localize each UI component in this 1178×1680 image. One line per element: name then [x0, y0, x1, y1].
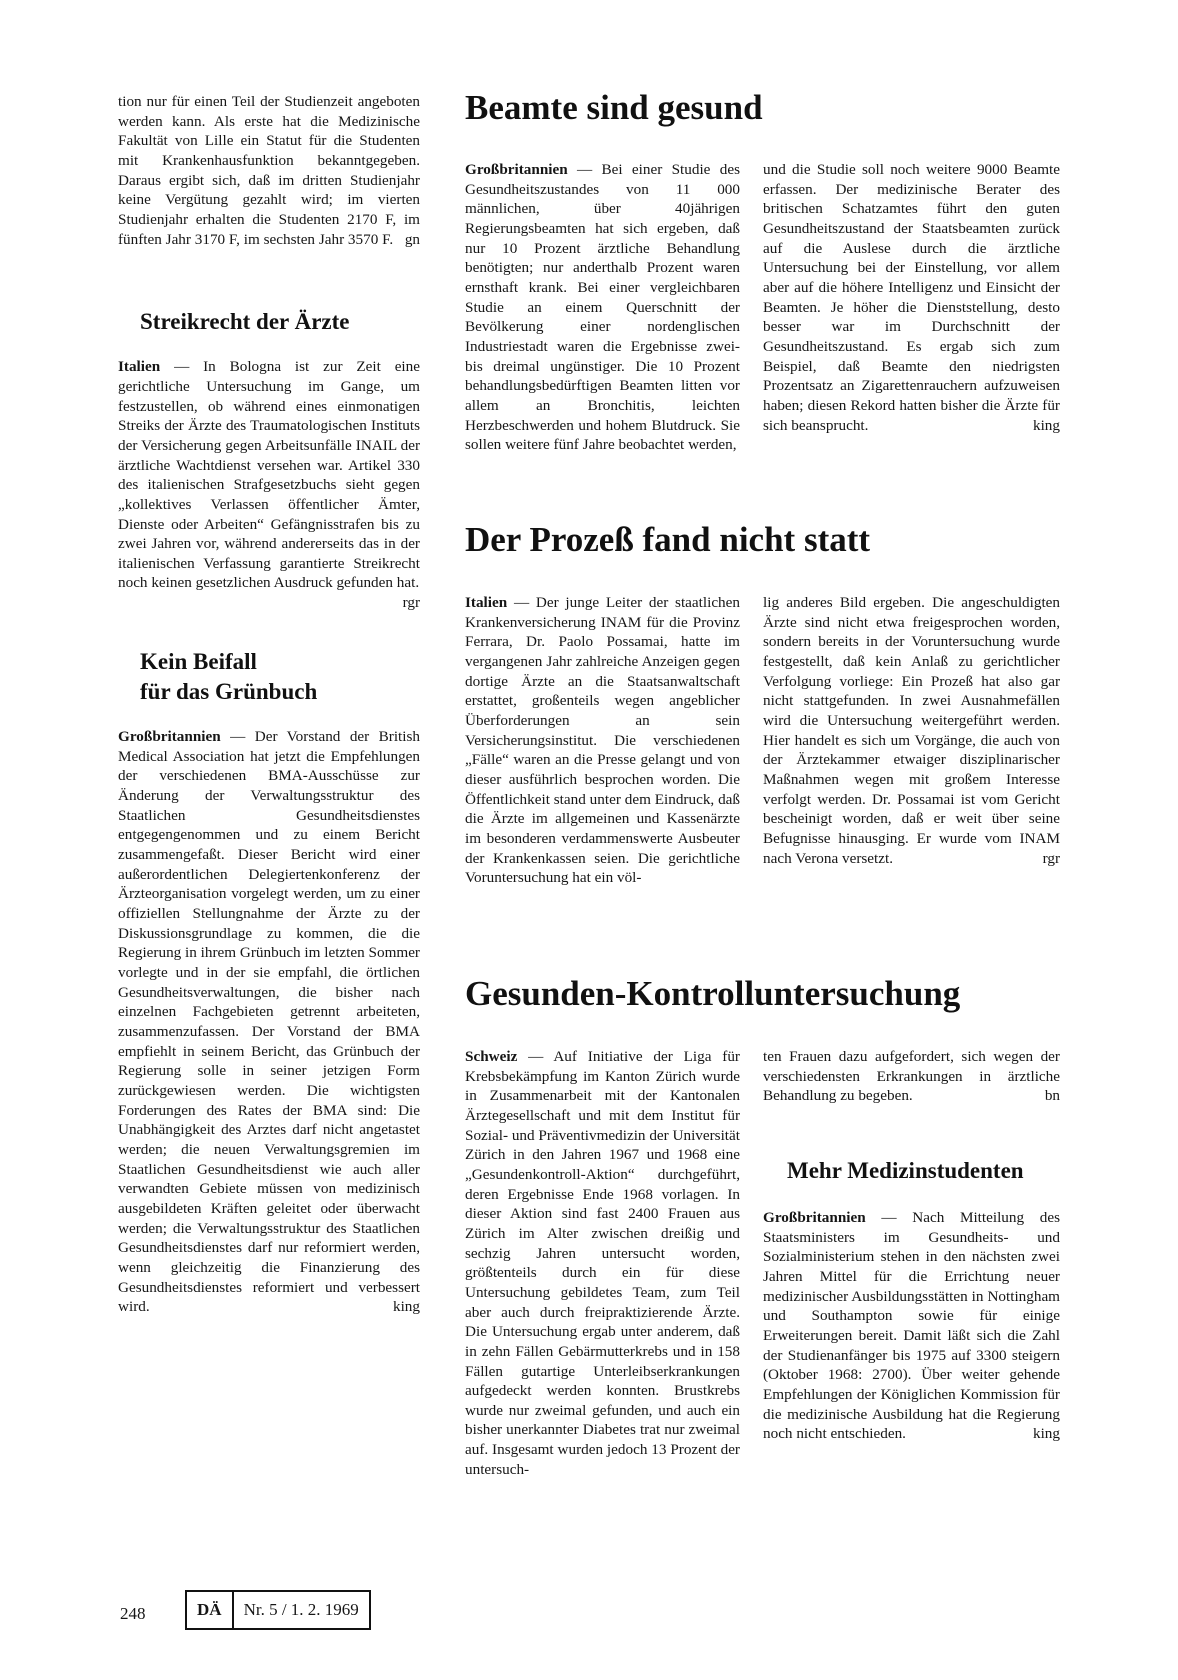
article-title-medizin: Mehr Medizinstudenten [787, 1157, 1024, 1183]
prozess-paragraph-2 [763, 593, 1060, 868]
issue-info: Nr. 5 / 1. 2. 1969 [243, 1600, 359, 1619]
beamte-text-1: — Bei einer Studie des Gesundheitszustandes von 11 000 männlichen, über 40jährigen Regierungsbeamten hat sich ergeben, daß nur 10 Prozent ärztliche Behandlung benötigten; nur anderthalb Prozent waren ernsthaft krank. Bei einer vergleichbaren Studie an einem Querschnitt der Bevölkerung einer nordenglischen Industriestadt waren die Ergebnisse zwei- bis dreimal ungünstiger. Die 10 Prozent behandlungsbedürftigen Beamten litten vor allem an Bronchitis, leichten Herzbeschwerden und hohem Blutdruck. Sie sollen weitere fünf Jahre beobachtet werden, [465, 161, 740, 454]
article-title-gesunden: Gesunden-Kontrolluntersuchung [465, 974, 961, 1013]
signature: rgr [1042, 849, 1060, 867]
title-line-1: Kein Beifall [140, 649, 257, 675]
country-label: Großbritannien [465, 161, 568, 178]
country-label: Italien [118, 358, 161, 376]
article-title-streikrecht: Streikrecht der Ärzte [140, 309, 350, 335]
streik-paragraph [118, 357, 420, 612]
journal-logo: DÄ [187, 1592, 234, 1628]
beifall-text: — Der Vorstand der British Medical Association hat jetzt die Empfehlungen der verschiedenen BMA-Ausschüsse zur Änderung der Verwaltungsstruktur des Staatlichen Gesundheitsdienstes entgegengenommen und zu einem Bericht zusammengefaßt. Dieser Bericht wird einer außerordentlichen Delegiertenkonferenz der Ärzteorganisation vorgelegt werden, um zu einer offiziellen Stellungnahme der Ärzte zu der Diskussionsgrundlage zu kommen, die die Regierung in ihrem Grünbuch im letzten Sommer vorlegte und in der sie empfahl, die örtlichen Gesundheitsverwaltungen, die bisher nach einzelnen Fachgebieten getrennt arbeiteten, zusammenzufassen. Der Vorstand der BMA empfiehlt in seinem Bericht, das Grünbuch der Regierung solle in seiner jetzigen Form zurückgewiesen werden. Die wichtigsten Forderungen des Rates der BMA sind: Die Unabhängigkeit des Arztes darf nicht angetastet werden; die neuen Verwaltungsgremien im Staatlichen Gesundheitsdienst wie auch aller verwandten Gebiete müssen von medizinisch ausgebildeten Kräften geleitet oder überwacht werden; die Verwaltungsstruktur des Staatlichen Gesundheitsdienstes darf nur reformiert werden, wenn gleichzeitig die Finanzierung des Gesundheitsdienstes reformiert und verbessert wird. [118, 728, 421, 1316]
beifall-paragraph [118, 727, 420, 1317]
medizin-text: — Nach Mitteilung des Staatsministers im Gesundheits- und Sozialministerium stehen in den nächsten zwei Jahren Mittel für die Errichtung neuer medizinischer Ausbildungsstätten in Nottingham und Southampton sowie für einige Erweiterungen bereit. Damit läßt sich die Zahl der Studienanfänger bis 1975 auf 3300 steigern (Oktober 1968: 2700). Über weiter gehende Empfehlungen der Königlichen Kommission für die medizinische Ausbildung hat die Regierung noch nicht entschieden. [763, 1208, 1061, 1443]
prozess-col-2 [763, 593, 1060, 868]
page-footer [120, 1590, 540, 1634]
gesunden-paragraph-2 [763, 1047, 1060, 1106]
signature: gn [404, 230, 420, 248]
signature: king [1032, 1425, 1060, 1443]
issue-box [185, 1590, 371, 1630]
prozess-col-1 [465, 593, 740, 888]
beamte-col-1 [465, 160, 740, 455]
gesunden-paragraph-1 [465, 1047, 740, 1479]
article-title-prozess: Der Prozeß fand nicht statt [465, 520, 871, 559]
signature: king [1032, 416, 1060, 434]
streik-text: — In Bologna ist zur Zeit eine gerichtliche Untersuchung im Gange, um festzustellen, ob während eines einmonatigen Streiks der Ärzte des Traumatologischen Instituts der Versicherung gegen Arbeitsunfälle INAIL der ärztliche Wachtdienst versehen war. Artikel 330 des italienischen Strafgesetzbuchs sieht gegen „kollektives Verlassen öffentlicher Ämter, Dienste oder Arbeiten“ Gefängnisstrafen bis zu zwei Jahren vor, während andererseits das in der italienischen Verfassung garantierte Streikrecht noch keinen gesetzlichen Ausdruck gefunden hat. [118, 358, 420, 592]
beamte-paragraph-1 [465, 160, 740, 455]
left-column [118, 92, 420, 1317]
country-label: Großbritannien [763, 1208, 866, 1226]
beamte-col-2 [763, 160, 1060, 435]
country-label: Großbritannien [118, 728, 221, 746]
prozess-text-2: lig anderes Bild ergeben. Die angeschuldigten Ärzte sind nicht etwa freigesprochen worden, sondern bereits in der Voruntersuchung wurde festgestellt, daß kein Anlaß zu gerichtlicher Verfolgung vorliege: Ein Prozeß hat also gar nicht stattgefunden. In zwei Ausnahmefällen wird die Untersuchung weitergeführt werden. Hier handelt es sich um Vorgänge, die auch von der Ärztekammer etwaiger disziplinarischer Maßnahmen wegen mit großem Interesse verfolgt werden. Dr. Possamai ist vom Gericht bescheinigt worden, daß er weit über seine Befugnisse hinausging. Er wurde vom INAM nach Verona versetzt. [763, 594, 1060, 867]
gesunden-text-2: ten Frauen dazu aufgefordert, sich wegen der verschiedensten Erkrankungen in ärztliche Behandlung zu begeben. [763, 1048, 1060, 1105]
prozess-text-1: — Der junge Leiter der staatlichen Krankenversicherung INAM für die Provinz Ferrara, Dr. Paolo Possamai, hatte im vergangenen Jahr zahlreiche Anzeigen gegen dortige Ärzte an die Staatsanwaltschaft erstattet, großenteils wegen angeblicher Überforderungen an sein Versicherungsinstitut. Die verschiedenen „Fälle“ waren an die Presse gelangt und von dieser ausführlich besprochen worden. Die Öffentlichkeit stand unter dem Eindruck, daß die Ärzte im allgemeinen und Kassenärzte im besonderen verdammenswerte Ausbeuter der Krankenkassen seien. Die gerichtliche Voruntersuchung hat ein völ- [465, 594, 740, 887]
medizin-paragraph [763, 1208, 1060, 1444]
page-number: 248 [120, 1604, 146, 1623]
article-title-beamte: Beamte sind gesund [465, 88, 763, 127]
beamte-paragraph-2 [763, 160, 1060, 435]
gesunden-col-1 [465, 1047, 740, 1479]
article-title-beifall [140, 647, 420, 707]
gesunden-col-2 [763, 1047, 1060, 1444]
intro-paragraph [118, 92, 420, 249]
gesunden-text-1: — Auf Initiative der Liga für Krebsbekämpfung im Kanton Zürich wurde in Zusammenarbeit mit der Kantonalen Ärztegesellschaft und mit dem Institut für Sozial- und Präventivmedizin der Universität Zürich in den Jahren 1967 und 1968 eine „Gesundenkontroll-Aktion“ durchgeführt, deren Ergebnisse Ende 1968 vorlagen. In dieser Aktion sind fast 2400 Frauen aus Zürich im Alter zwischen dreißig und sechzig Jahren untersucht worden, größtenteils durch ein für diese Untersuchung gebildetes Team, zum Teil aber auch durch freipraktizierende Ärzte. Die Untersuchung ergab unter anderem, daß in zehn Fällen Gebärmutterkrebs und in 158 Fällen gutartige Unterleibserkrankungen aufgedeckt werden konnten. Brustkrebs wurde nur zweimal gefunden, und auch ein bisher unerkannter Diabetes trat nur zweimal auf. Insgesamt wurden jedoch 13 Prozent der untersuch- [465, 1048, 740, 1478]
title-line-2: für das Grünbuch [140, 679, 318, 705]
prozess-paragraph-1 [465, 593, 740, 888]
country-label: Schweiz [465, 1048, 518, 1065]
intro-text: tion nur für einen Teil der Studienzeit angeboten werden kann. Als erste hat die Medizinische Fakultät von Lille ein Statut für die Studenten mit Krankenhausfunktion bekanntgegeben. Daraus ergibt sich, daß im dritten Studienjahr keine Vergütung gezahlt wird; im vierten Studienjahr erhalten die Studenten 2170 F, im fünften Jahr 3170 F, im sechsten Jahr 3570 F. [118, 93, 420, 248]
signature: rgr [402, 594, 420, 612]
country-label: Italien [465, 594, 508, 611]
signature: bn [1044, 1087, 1060, 1105]
beamte-text-2: und die Studie soll noch weitere 9000 Beamte erfassen. Der medizinische Berater des britischen Schatzamtes führt den guten Gesundheitszustand der Staatsbeamten zurück auf die Auslese durch die ärztliche Untersuchung bei der Einstellung, vor allem aber auf die höhere Intelligenz und Einsicht der Beamten. Je höher die Dienststellung, desto besser war im Durchschnitt der Gesundheitszustand. Es ergab sich zum Beispiel, daß Beamte den niedrigsten Prozentsatz an Zigarettenrauchern aufzuweisen haben; diesen Rekord hatten bisher die Ärzte für sich beansprucht. [763, 161, 1060, 434]
signature: king [392, 1298, 420, 1316]
